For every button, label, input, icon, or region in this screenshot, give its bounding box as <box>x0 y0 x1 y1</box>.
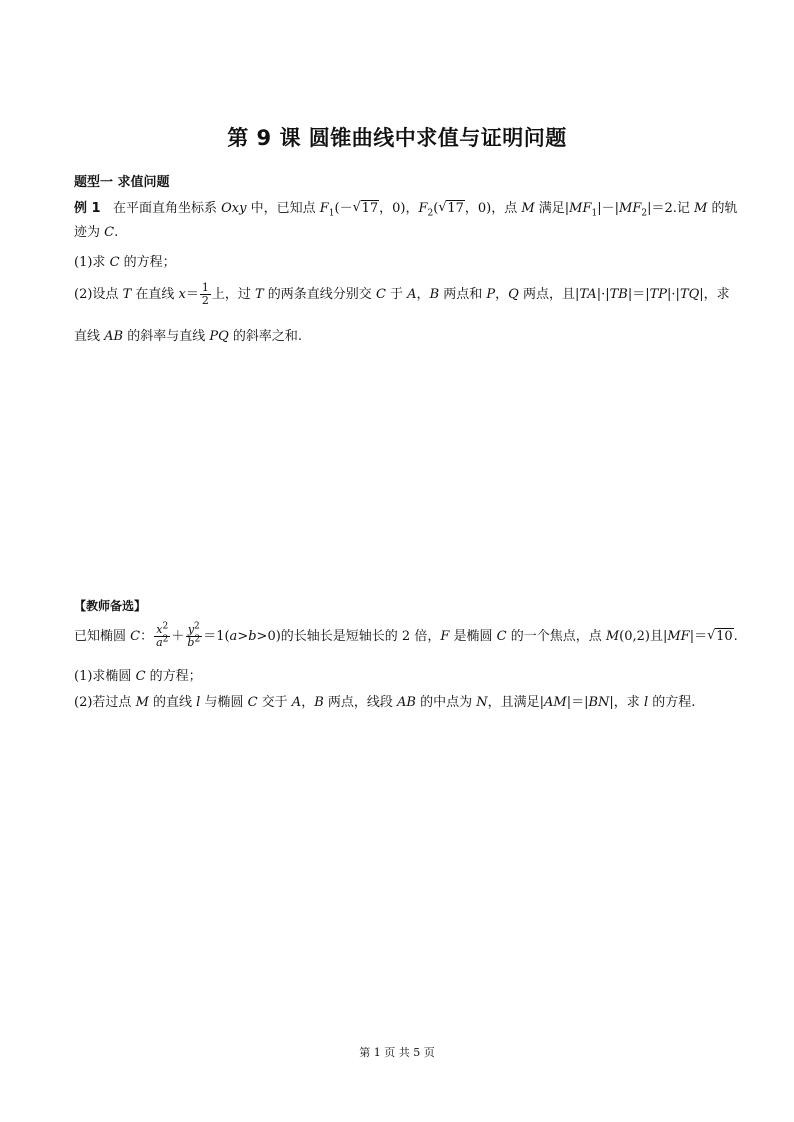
math-var: F <box>418 201 428 216</box>
text: 的方程； <box>145 669 202 684</box>
numerator: 1 <box>201 281 209 294</box>
text: 满足| <box>534 201 570 216</box>
math-var: A <box>407 287 417 302</box>
text: ， <box>416 287 430 302</box>
text: |＝| <box>566 695 589 710</box>
text: (2)设点 <box>74 287 123 302</box>
math-var: AM <box>544 695 567 710</box>
text: ，且满足| <box>487 695 545 710</box>
math-var: F <box>319 201 329 216</box>
math-var: C <box>130 629 141 644</box>
text: 直线 <box>74 329 105 344</box>
math-var: AB <box>104 329 124 344</box>
text: 的直线 <box>148 695 197 710</box>
text: ＋ <box>171 629 185 644</box>
text: ，0)， <box>379 201 419 216</box>
page-footer: 第 1 页 共 5 页 <box>359 1046 435 1059</box>
subscript: 2 <box>427 208 434 219</box>
text: |·| <box>596 287 610 302</box>
math-var: N <box>476 695 488 710</box>
radicand: 17 <box>361 201 379 216</box>
math-var: MF <box>667 629 690 644</box>
math-var: M <box>521 201 535 216</box>
page-title: 第 9 课 圆锥曲线中求值与证明问题 <box>227 126 567 150</box>
text: ＝ <box>185 287 199 302</box>
text: |，求 <box>609 695 644 710</box>
math-var: AB <box>397 695 416 710</box>
math-var: y <box>187 623 195 636</box>
text: ＝1( <box>203 629 230 644</box>
text: |＝ <box>689 629 708 644</box>
math-var: x <box>178 287 186 302</box>
subscript: 1 <box>328 208 335 219</box>
text: . <box>114 225 119 240</box>
sqrt-expression <box>353 200 380 218</box>
text: 的一个焦点，点 <box>506 629 606 644</box>
superscript: 2 <box>194 634 201 645</box>
text: 在平面直角坐标系 <box>112 201 222 216</box>
text: 的斜率之和. <box>228 329 303 344</box>
fraction <box>200 282 211 307</box>
example-label: 例 1 <box>74 201 101 216</box>
section-heading: 题型一 求值问题 <box>74 175 170 190</box>
text: ，0)，点 <box>464 201 522 216</box>
radicand: 17 <box>447 201 464 216</box>
math-var: l <box>196 695 201 710</box>
teacher-question2 <box>74 694 720 712</box>
text: 的中点为 <box>415 695 477 710</box>
text: ， <box>301 695 315 710</box>
text: 中，已知点 <box>246 201 320 216</box>
text: |，求 <box>699 287 730 302</box>
superscript: 2 <box>162 634 169 645</box>
math-var: Oxy <box>221 201 247 216</box>
text: 的轨 <box>707 201 738 216</box>
math-var: MF <box>619 201 642 216</box>
math-var: C <box>247 695 258 710</box>
math-var: TB <box>609 287 628 302</box>
text: ： <box>140 629 154 644</box>
text: 的方程； <box>119 255 176 270</box>
math-var: TQ <box>679 287 700 302</box>
sqrt-expression <box>438 200 465 218</box>
math-var: PQ <box>209 329 229 344</box>
math-var: MF <box>569 201 592 216</box>
text: |＝| <box>627 287 650 302</box>
example1-line2 <box>74 224 720 242</box>
math-var: x <box>156 623 163 636</box>
math-var: F <box>440 629 450 644</box>
math-var: b <box>187 636 195 649</box>
example1-question2-line2 <box>74 328 720 346</box>
text: 两点和 <box>439 287 487 302</box>
text: 的斜率与直线 <box>123 329 210 344</box>
text: 已知椭圆 <box>74 629 131 644</box>
text: (0,2)且| <box>619 629 668 644</box>
text: 两点，且| <box>518 287 580 302</box>
math-var: B <box>429 287 440 302</box>
text: 上，过 <box>211 287 255 302</box>
math-var: TP <box>649 287 668 302</box>
math-var: M <box>694 201 708 216</box>
superscript: 2 <box>194 621 200 632</box>
math-var: M <box>135 695 149 710</box>
math-var: M <box>605 629 620 644</box>
teacher-problem-line1 <box>74 621 738 652</box>
math-var: a <box>156 636 163 649</box>
text: >0)的长轴长是短轴长的 2 倍， <box>256 629 441 644</box>
example1-question1 <box>74 254 720 272</box>
text: 交于 <box>257 695 292 710</box>
text: (1)求 <box>74 255 110 270</box>
text: (－ <box>334 201 353 216</box>
example1-question2 <box>74 281 730 308</box>
superscript: 2 <box>162 621 169 632</box>
math-var: T <box>255 287 264 302</box>
math-var: C <box>104 225 115 240</box>
text: 的方程. <box>648 695 696 710</box>
fraction <box>185 621 202 649</box>
teacher-question1 <box>74 668 720 686</box>
text: 于 <box>385 287 408 302</box>
math-var: A <box>291 695 302 710</box>
math-var: P <box>486 287 496 302</box>
math-var: C <box>496 629 507 644</box>
math-var: BN <box>588 695 610 710</box>
text: > <box>237 629 249 644</box>
math-var: T <box>122 287 132 302</box>
text: . <box>733 629 738 644</box>
text: |＝2.记 <box>647 201 695 216</box>
text: |·| <box>667 287 680 302</box>
math-var: TA <box>579 287 597 302</box>
math-var: b <box>248 629 257 644</box>
text: (1)求椭圆 <box>74 669 136 684</box>
text: 是椭圆 <box>449 629 497 644</box>
radicand: 10 <box>716 629 733 644</box>
math-var: C <box>109 255 120 270</box>
subscript: 1 <box>591 208 598 219</box>
math-var: Q <box>508 287 519 302</box>
math-var: C <box>135 669 146 684</box>
fraction <box>154 621 170 649</box>
denominator: 2 <box>201 294 209 307</box>
math-var: l <box>643 695 649 710</box>
math-var: C <box>375 287 386 302</box>
text: 与椭圆 <box>200 695 248 710</box>
text: (2)若过点 <box>74 695 136 710</box>
subscript: 2 <box>641 208 648 219</box>
math-var: a <box>229 629 238 644</box>
text: 的两条直线分别交 <box>263 287 376 302</box>
text: |－| <box>597 201 620 216</box>
text: 在直线 <box>131 287 179 302</box>
math-var: B <box>314 695 324 710</box>
text: 迹为 <box>74 225 105 240</box>
sqrt-expression <box>707 622 734 652</box>
text: ( <box>433 201 439 216</box>
text: 两点，线段 <box>323 695 398 710</box>
text: ， <box>495 287 509 302</box>
teacher-section-label: 【教师备选】 <box>74 599 147 613</box>
example1-line1 <box>74 200 738 219</box>
